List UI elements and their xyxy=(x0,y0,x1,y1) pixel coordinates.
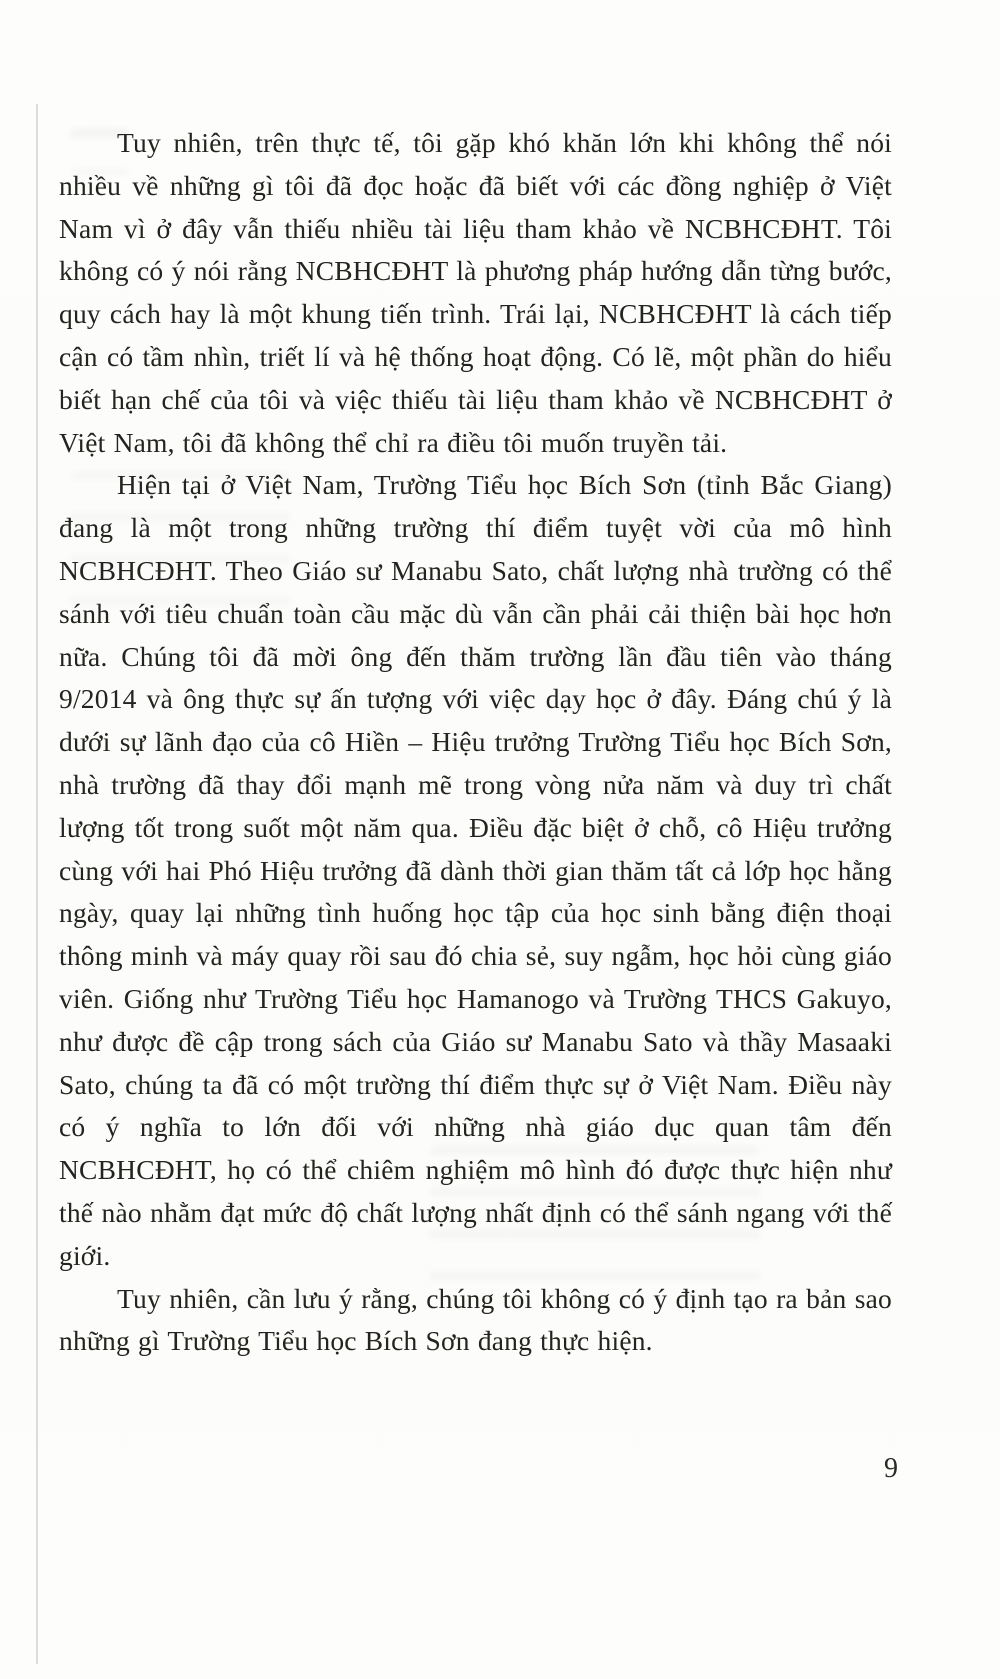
paragraph: Hiện tại ở Việt Nam, Trường Tiểu học Bích Sơn (tỉnh Bắc Giang) đang là một trong những trường thí điểm tuyệt vời của mô hình NCBHCĐHT. Theo Giáo sư Manabu Sato, chất lượng nhà trường có thể sánh với tiêu chuẩn toàn cầu mặc dù vẫn cần phải cải thiện bài học hơn nữa. Chúng tôi đã mời ông đến thăm trường lần đầu tiên vào tháng 9/2014 và ông thực sự ấn tượng với việc dạy học ở đây. Đáng chú ý là dưới sự lãnh đạo của cô Hiền – Hiệu trưởng Trường Tiểu học Bích Sơn, nhà trường đã thay đổi mạnh mẽ trong vòng nửa năm và duy trì chất lượng tốt trong suốt một năm qua. Điều đặc biệt ở chỗ, cô Hiệu trưởng cùng với hai Phó Hiệu trưởng đã dành thời gian thăm tất cả lớp học hằng ngày, quay lại những tình huống học tập của học sinh bằng điện thoại thông minh và máy quay rồi sau đó chia sẻ, suy ngẫm, học hỏi cùng giáo viên. Giống như Trường Tiểu học Hamanogo và Trường THCS Gakuyo, như được đề cập trong sách của Giáo sư Manabu Sato và thầy Masaaki Sato, chúng ta đã có một trường thí điểm thực sự ở Việt Nam. Điều này có ý nghĩa to lớn đối với những nhà giáo dục quan tâm đến NCBHCĐHT, họ có thể chiêm nghiệm mô hình đó được thực hiện như thế nào nhằm đạt mức độ chất lượng nhất định có thể sánh ngang với thế giới. xyxy=(59,469,892,1271)
page-number: 9 xyxy=(884,1453,898,1484)
paragraph: Tuy nhiên, trên thực tế, tôi gặp khó khăn lớn khi không thể nói nhiều về những gì tôi đã đọc hoặc đã biết với các đồng nghiệp ở Việt Nam vì ở đây vẫn thiếu nhiều tài liệu tham khảo về NCBHCĐHT. Tôi không có ý nói rằng NCBHCĐHT là phương pháp hướng dẫn từng bước, quy cách hay là một khung tiến trình. Trái lại, NCBHCĐHT là cách tiếp cận có tầm nhìn, triết lí và hệ thống hoạt động. Có lẽ, một phần do hiểu biết hạn chế của tôi và việc thiếu tài liệu tham khảo về NCBHCĐHT ở Việt Nam, tôi đã không thể chỉ ra điều tôi muốn truyền tải. xyxy=(59,127,892,458)
scan-edge-line xyxy=(36,104,38,1664)
text-block xyxy=(59,122,892,1363)
paragraph: Tuy nhiên, cần lưu ý rằng, chúng tôi không có ý định tạo ra bản sao những gì Trường Tiểu học Bích Sơn đang thực hiện. xyxy=(59,1282,892,1357)
